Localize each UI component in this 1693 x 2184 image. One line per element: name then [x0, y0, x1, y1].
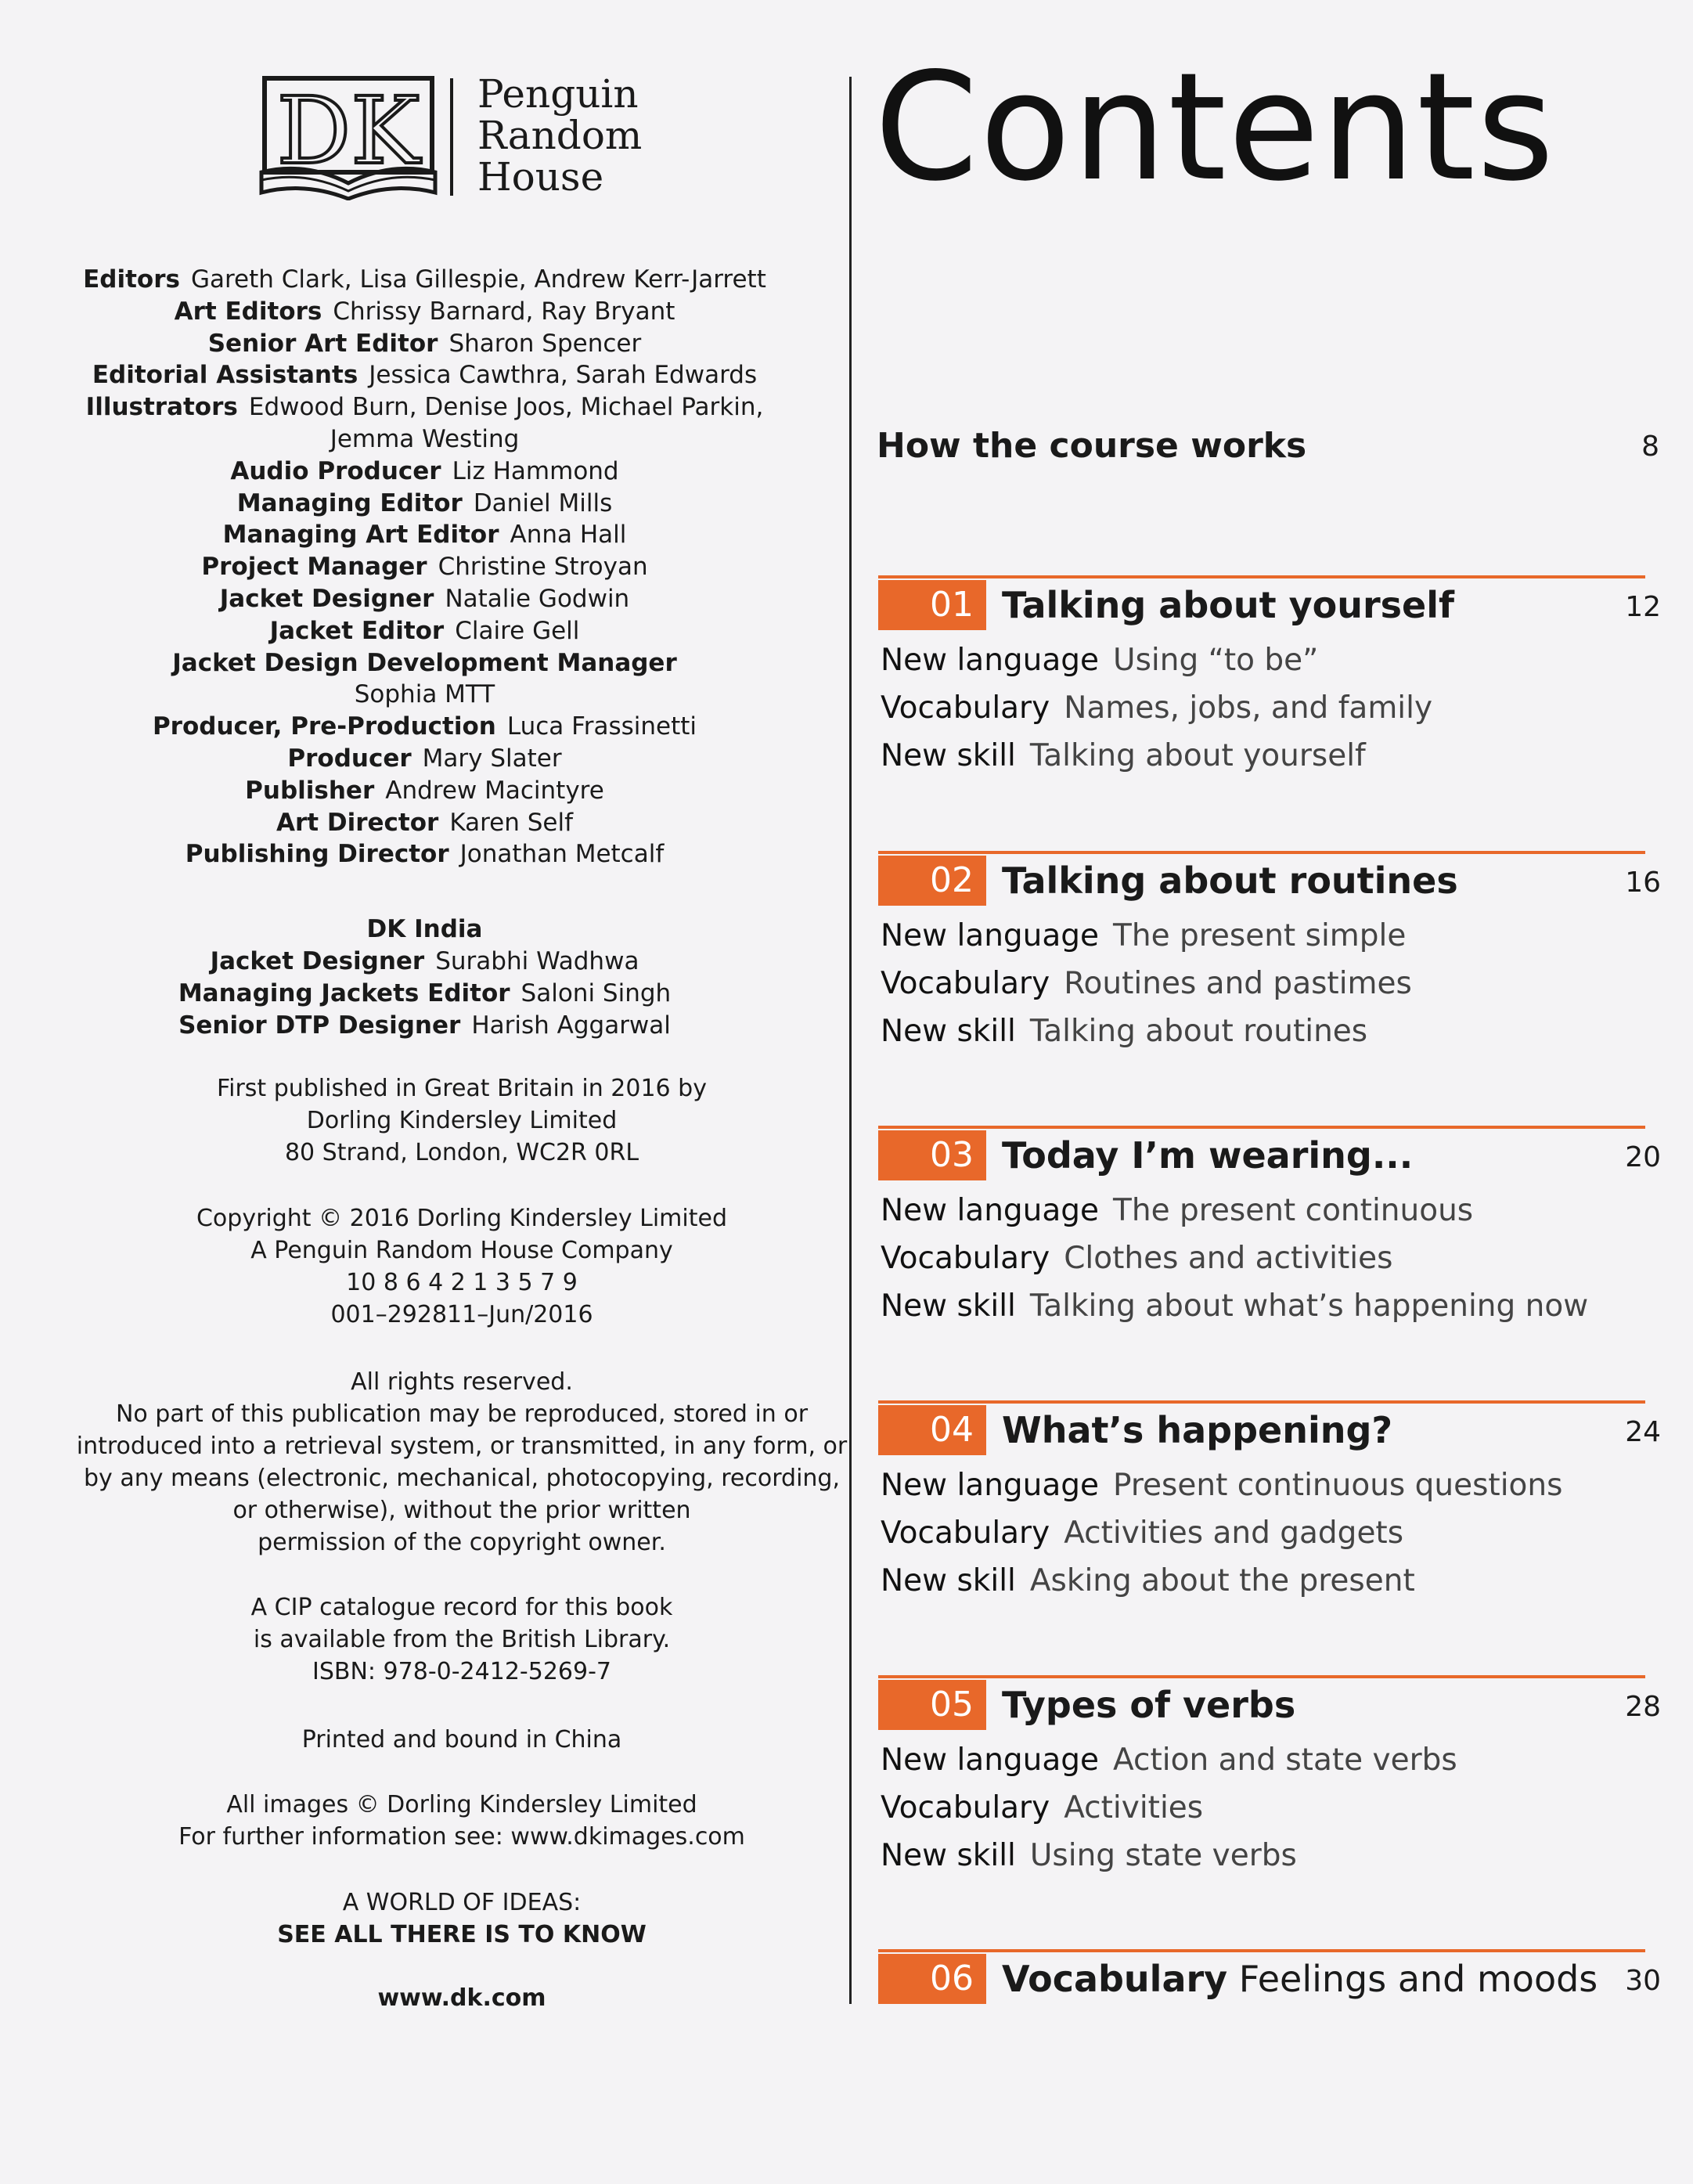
detail-text: Names, jobs, and family — [1064, 690, 1433, 726]
publication-info: First published in Great Britain in 2016 by Dorling Kindersley Limited 80 Strand, London, WC2R 0RL — [217, 1075, 707, 1166]
credit-line — [31, 455, 818, 488]
credit-line — [31, 614, 818, 647]
detail-label: New language — [881, 918, 1100, 953]
credit-names: Mary Slater — [422, 744, 562, 773]
detail-label: New skill — [881, 1563, 1016, 1598]
credit-names: Edwood Burn, Denise Joos, Michael Parkin, — [248, 393, 764, 422]
toc-unit-05[interactable] — [878, 1675, 1661, 1910]
toc-unit-06[interactable] — [878, 1949, 1661, 2184]
unit-detail-row — [881, 735, 1366, 777]
unit-rule — [878, 1126, 1645, 1129]
credit-role: Editors — [83, 265, 180, 294]
credit-role: Jacket Design Development Manager — [172, 648, 677, 677]
detail-text: Using state verbs — [1029, 1838, 1297, 1873]
credit-line — [31, 295, 818, 328]
credit-names: Chrissy Barnard, Ray Bryant — [333, 297, 675, 326]
credit-names: Gareth Clark, Lisa Gillespie, Andrew Kerr-Jarrett — [190, 265, 766, 294]
credit-names: Harish Aggarwal — [471, 1011, 671, 1040]
unit-detail-row — [881, 915, 1406, 957]
unit-detail-row — [881, 1011, 1367, 1053]
detail-label: Vocabulary — [881, 966, 1050, 1001]
credit-names: Jonathan Metcalf — [459, 840, 665, 869]
detail-text: Using “to be” — [1113, 643, 1319, 678]
logo-separator — [450, 78, 453, 196]
credit-role: Jacket Editor — [269, 616, 445, 645]
detail-text: The present continuous — [1113, 1193, 1474, 1228]
credit-names: Sophia MTT — [354, 680, 495, 709]
unit-rule — [878, 1675, 1645, 1678]
credit-line — [31, 423, 818, 456]
unit-number-badge: 01 — [878, 580, 986, 630]
unit-rule — [878, 1400, 1645, 1404]
detail-text: The present simple — [1113, 918, 1407, 953]
toc-unit-04[interactable] — [878, 1400, 1661, 1635]
copyright-info: Copyright © 2016 Dorling Kindersley Limited A Penguin Random House Company 10 8 6 4 2 1 3 5 7 9 001–292811–Jun/2016 — [196, 1205, 728, 1328]
imprint-column — [0, 0, 849, 2126]
unit-number-badge: 03 — [878, 1130, 986, 1180]
credit-line — [31, 263, 818, 296]
unit-title: Talking about routines — [1002, 860, 1458, 902]
detail-label: New language — [881, 1193, 1100, 1228]
unit-title: Talking about yourself — [1002, 584, 1455, 626]
detail-label: New language — [881, 1743, 1100, 1778]
credit-line — [31, 359, 818, 391]
credit-role: Editorial Assistants — [92, 361, 358, 390]
dk-book-logo-icon — [258, 75, 438, 200]
slogan: A WORLD OF IDEAS: SEE ALL THERE IS TO KNOW — [277, 1889, 647, 1948]
unit-detail-row — [881, 1560, 1415, 1602]
unit-rule — [878, 1949, 1645, 1952]
credit-role: Project Manager — [201, 553, 427, 582]
detail-label: New skill — [881, 1838, 1016, 1873]
unit-title: What’s happening? — [1002, 1409, 1393, 1451]
detail-label: Vocabulary — [881, 1515, 1050, 1551]
website-link[interactable]: www.dk.com — [377, 1984, 546, 2012]
credit-line — [31, 550, 818, 583]
unit-title: Today I’m wearing... — [1002, 1134, 1414, 1177]
toc-unit-02[interactable] — [878, 851, 1661, 1086]
credit-names: Luca Frassinetti — [506, 712, 697, 741]
credit-line — [31, 774, 818, 807]
unit-page-number: 20 — [1625, 1141, 1661, 1173]
toc-unit-03[interactable] — [878, 1126, 1661, 1360]
credit-role: Art Director — [276, 808, 439, 837]
unit-detail-row — [881, 1238, 1392, 1280]
credit-names: Karen Self — [449, 808, 574, 837]
credit-line — [31, 1009, 818, 1042]
credit-names: Liz Hammond — [452, 456, 619, 485]
unit-detail-row — [881, 640, 1318, 682]
credit-role: Senior DTP Designer — [178, 1011, 461, 1040]
unit-title: Types of verbs — [1002, 1684, 1296, 1726]
unit-number-badge: 04 — [878, 1405, 986, 1455]
credit-role: Managing Editor — [236, 488, 463, 517]
credit-names: Jessica Cawthra, Sarah Edwards — [369, 361, 758, 390]
credit-line — [31, 487, 818, 520]
unit-page-number: 28 — [1625, 1691, 1661, 1723]
column-divider — [849, 77, 852, 2004]
detail-text: Activities and gadgets — [1064, 1515, 1404, 1551]
publisher-logo — [258, 71, 665, 200]
detail-text: Present continuous questions — [1113, 1468, 1563, 1503]
detail-label: Vocabulary — [881, 1790, 1050, 1825]
unit-detail-row — [881, 1739, 1457, 1782]
credit-role: Illustrators — [85, 393, 238, 422]
contents-column — [861, 0, 1693, 2126]
unit-rule — [878, 575, 1645, 578]
detail-label: Vocabulary — [881, 690, 1050, 726]
unit-title: Vocabulary Feelings and moods — [1002, 1958, 1598, 2000]
detail-label: New skill — [881, 738, 1016, 773]
credit-names: Jemma Westing — [330, 425, 520, 453]
unit-rule — [878, 851, 1645, 854]
detail-text: Talking about what’s happening now — [1029, 1288, 1589, 1324]
unit-detail-row — [881, 963, 1412, 1005]
printed-note: Printed and bound in China — [301, 1726, 622, 1753]
unit-detail-row — [881, 1285, 1588, 1328]
india-heading: DK India — [366, 915, 483, 943]
logo-mark: DK — [276, 77, 420, 185]
unit-detail-row — [881, 1512, 1403, 1555]
credit-line — [31, 945, 818, 978]
credit-line — [31, 806, 818, 839]
credit-names: Sharon Spencer — [448, 329, 642, 358]
detail-text: Action and state verbs — [1113, 1743, 1457, 1778]
credit-role: Jacket Designer — [219, 585, 434, 613]
credit-names: Andrew Macintyre — [385, 776, 604, 805]
page-title: Contents — [874, 41, 1556, 214]
credit-role: Art Editors — [174, 297, 322, 326]
toc-intro-entry[interactable] — [877, 423, 1659, 470]
rights-notice: All rights reserved. No part of this publication may be reproduced, stored in or introduced into a retrieval system, or transmitted, in any form, or by any means (electronic, mechanical, photocopying, recording, or otherwise), without the prior written permission of the copyright owner. — [76, 1368, 848, 1556]
credit-line — [31, 678, 818, 711]
toc-intro-title: How the course works — [877, 426, 1307, 466]
detail-text: Talking about routines — [1029, 1014, 1368, 1049]
credit-role: Publishing Director — [185, 840, 449, 869]
toc-intro-page: 8 — [1641, 431, 1659, 463]
unit-page-number: 12 — [1625, 591, 1661, 623]
publisher-name: Penguin Random House — [477, 71, 643, 200]
detail-text: Asking about the present — [1029, 1563, 1415, 1598]
credit-role: Producer, Pre-Production — [152, 712, 496, 741]
detail-label: New language — [881, 643, 1100, 678]
credit-line — [31, 391, 818, 423]
credit-line — [31, 710, 818, 743]
toc-unit-01[interactable] — [878, 575, 1661, 810]
unit-page-number: 16 — [1625, 867, 1661, 899]
images-credit: All images © Dorling Kindersley Limited For further information see: www.dkimages.com — [178, 1791, 745, 1851]
credit-line — [31, 977, 818, 1010]
detail-text: Clothes and activities — [1064, 1241, 1393, 1276]
unit-detail-row — [881, 687, 1432, 730]
credit-names: Anna Hall — [510, 521, 627, 550]
credit-names: Christine Stroyan — [438, 553, 648, 582]
detail-text: Talking about yourself — [1029, 738, 1366, 773]
unit-detail-row — [881, 1465, 1562, 1507]
detail-text: Activities — [1064, 1790, 1204, 1825]
credit-names: Surabhi Wadhwa — [435, 947, 639, 975]
credit-line — [31, 582, 818, 615]
credit-role: Audio Producer — [230, 456, 441, 485]
credit-names: Claire Gell — [455, 616, 580, 645]
unit-page-number: 30 — [1625, 1965, 1661, 1997]
credit-line — [31, 647, 818, 679]
credit-line — [31, 327, 818, 360]
unit-number-badge: 05 — [878, 1680, 986, 1730]
credit-role: Producer — [287, 744, 412, 773]
credit-names: Saloni Singh — [521, 978, 672, 1007]
detail-text: Routines and pastimes — [1064, 966, 1412, 1001]
detail-label: New skill — [881, 1288, 1016, 1324]
unit-number-badge: 02 — [878, 856, 986, 906]
cip-record: A CIP catalogue record for this book is available from the British Library. ISBN: 978-0-2412-5269-7 — [250, 1594, 673, 1685]
unit-page-number: 24 — [1625, 1416, 1661, 1448]
credit-role: Senior Art Editor — [207, 329, 438, 358]
unit-detail-row — [881, 1835, 1297, 1877]
unit-detail-row — [881, 1787, 1203, 1829]
credit-role: Publisher — [245, 776, 375, 805]
detail-label: Vocabulary — [881, 1241, 1050, 1276]
credit-line — [31, 742, 818, 775]
unit-number-badge: 06 — [878, 1954, 986, 2004]
credit-names: Natalie Godwin — [445, 585, 630, 613]
credit-line — [31, 518, 818, 551]
credit-role: Managing Art Editor — [222, 521, 499, 550]
unit-detail-row — [881, 1190, 1473, 1232]
credit-role: Jacket Designer — [210, 947, 425, 975]
detail-label: New skill — [881, 1014, 1016, 1049]
detail-label: New language — [881, 1468, 1100, 1503]
credit-line — [31, 838, 818, 870]
credit-role: Managing Jackets Editor — [178, 978, 510, 1007]
unit-subtitle: Feelings and moods — [1227, 1958, 1598, 2000]
credit-names: Daniel Mills — [473, 488, 613, 517]
